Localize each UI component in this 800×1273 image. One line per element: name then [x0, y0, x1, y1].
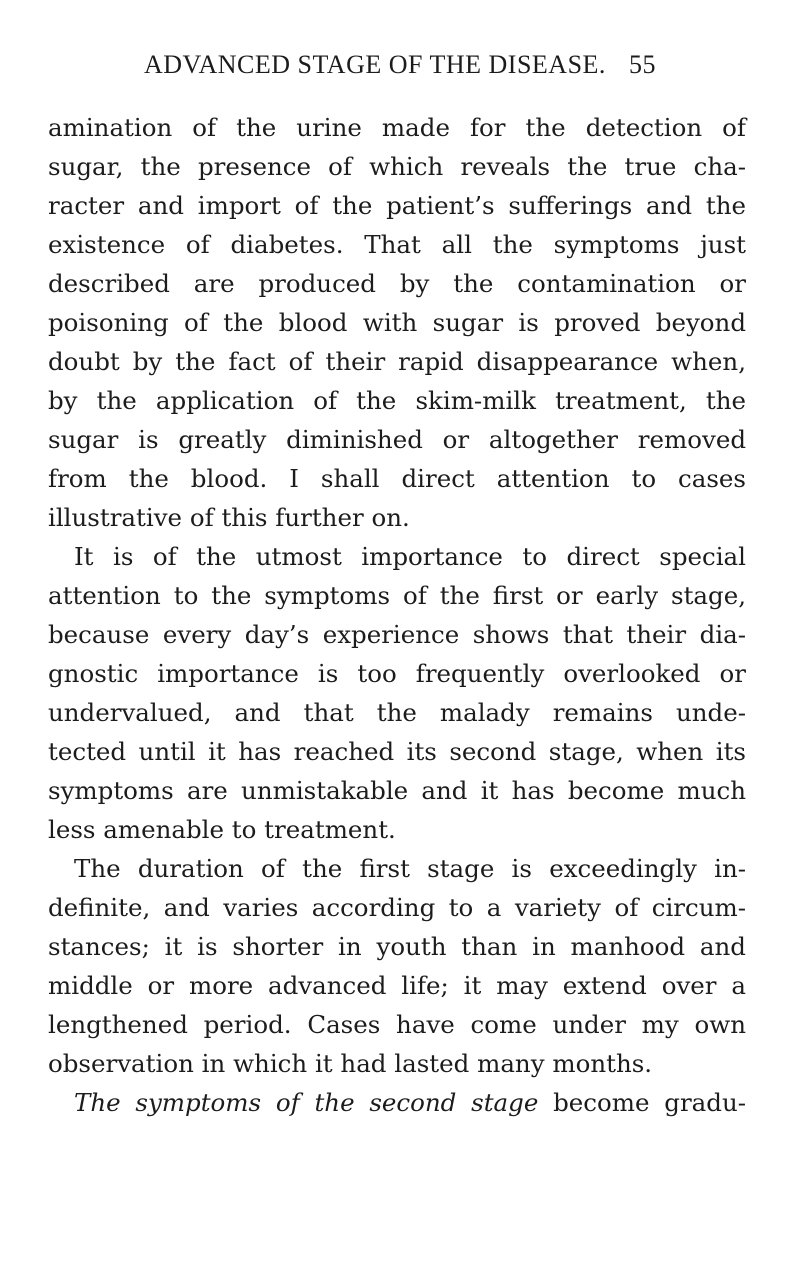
running-title: ADVANCED STAGE OF THE DISEASE.: [144, 50, 606, 79]
text-line: middle or more advanced life; it may extend over a: [48, 971, 746, 1000]
text-line: because every day’s experience shows that their dia-: [48, 620, 746, 649]
text-line: poisoning of the blood with sugar is proved beyond: [48, 308, 746, 337]
text-line: The duration of the first stage is exceedingly in-: [74, 854, 746, 883]
text-line: described are produced by the contamination or: [48, 269, 746, 298]
running-head: [144, 49, 656, 81]
line-remainder: become gradu-: [538, 1088, 747, 1117]
text-line-final: [74, 1083, 746, 1122]
text-line: stances; it is shorter in youth than in manhood and: [48, 932, 746, 961]
text-line: undervalued, and that the malady remains unde-: [48, 698, 746, 727]
text-line: existence of diabetes. That all the symptoms just: [48, 230, 746, 259]
text-line: illustrative of this further on.: [48, 503, 410, 532]
text-line: from the blood. I shall direct attention to cases: [48, 464, 746, 493]
text-line: tected until it has reached its second stage, when its: [48, 737, 746, 766]
text-line: gnostic importance is too frequently overlooked or: [48, 659, 746, 688]
text-line: racter and import of the patient’s sufferings and the: [48, 191, 746, 220]
text-line: definite, and varies according to a variety of circum-: [48, 893, 746, 922]
text-line: doubt by the fact of their rapid disappearance when,: [48, 347, 746, 376]
italic-phrase: The symptoms of the second stage: [74, 1088, 539, 1117]
text-line: less amenable to treatment.: [48, 815, 396, 844]
page-number: 55: [629, 50, 656, 79]
text-line: sugar is greatly diminished or altogether removed: [48, 425, 746, 454]
text-line: symptoms are unmistakable and it has become much: [48, 776, 746, 805]
text-line: sugar, the presence of which reveals the true cha-: [48, 152, 746, 181]
text-line: It is of the utmost importance to direct special: [74, 542, 746, 571]
text-line: by the application of the skim-milk treatment, the: [48, 386, 746, 415]
text-line: attention to the symptoms of the first or early stage,: [48, 581, 746, 610]
text-line: lengthened period. Cases have come under my own: [48, 1010, 746, 1039]
text-line: observation in which it had lasted many months.: [48, 1049, 653, 1078]
text-line: amination of the urine made for the detection of: [48, 113, 746, 142]
